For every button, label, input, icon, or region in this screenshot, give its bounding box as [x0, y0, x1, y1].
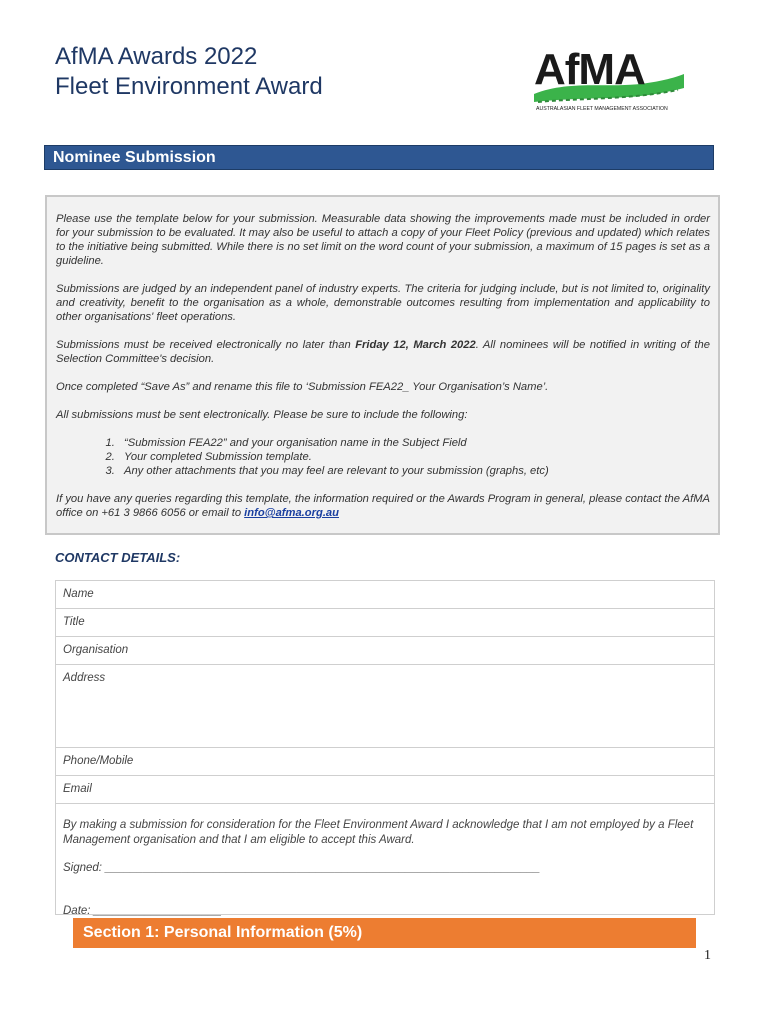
instructions-box [45, 195, 720, 535]
logo-tagline: AUSTRALASIAN FLEET MANAGEMENT ASSOCIATION [536, 106, 668, 112]
date-line[interactable]: Date: ____________________ [63, 905, 222, 917]
instructions-paragraph: Submissions are judged by an independent panel of industry experts. The criteria for judging include, but is not limited to, originality and creativity, benefit to the organisation as a whole, demonstrable outcomes resulting from implementation and applicability to other organisations' fleet operations. [56, 283, 710, 323]
logo-wordmark: AfMA [534, 45, 645, 94]
acknowledgement-text: By making a submission for consideration for the Fleet Environment Award I acknowledge that I am not employed by a Fleet Management organisation and that I am eligible to accept this Award. [63, 819, 694, 846]
organisation-field[interactable]: Organisation [56, 637, 714, 665]
requirements-list [56, 436, 710, 478]
phone-field[interactable]: Phone/Mobile [56, 748, 714, 776]
address-field[interactable]: Address [56, 665, 714, 748]
instructions-paragraph: Please use the template below for your submission. Measurable data showing the improvements made must be included in order for your submission to be evaluated. It may also be useful to attach a copy of your Fleet Policy (previous and updated) which relates to the initiative being submitted. While there is no set limit on the word count of your submission, a maximum of 15 pages is set as a guideline. [56, 213, 710, 267]
name-field[interactable]: Name [56, 581, 714, 609]
email-field[interactable]: Email [56, 776, 714, 804]
document-title [55, 42, 323, 102]
list-item: 2. Your completed Submission template. [118, 450, 710, 464]
acknowledgement-section [56, 804, 714, 919]
queries-paragraph: If you have any queries regarding this template, the information required or the Awards Program in general, please contact the AfMA office on +61 3 9866 6056 or email to info@afma.org.au [56, 493, 710, 519]
list-item: 3. Any other attachments that you may feel are relevant to your submission (graphs, etc) [118, 464, 710, 478]
afma-logo [528, 28, 688, 112]
page-number: 1 [704, 948, 711, 963]
deadline-paragraph: Submissions must be received electronically no later than Friday 12, March 2022. All nominees will be notified in writing of the Selection Committee's decision. [56, 339, 710, 365]
contact-details-table [55, 580, 715, 915]
list-item: 1. “Submission FEA22” and your organisation name in the Subject Field [118, 436, 710, 450]
deadline-date: Friday 12, March 2022 [355, 339, 476, 351]
contact-details-heading: CONTACT DETAILS: [55, 550, 181, 565]
nominee-submission-header: Nominee Submission [44, 145, 714, 170]
instructions-paragraph: All submissions must be sent electronically. Please be sure to include the following: [56, 409, 468, 421]
title-line-2: Fleet Environment Award [55, 73, 323, 100]
section-1-header: Section 1: Personal Information (5%) [73, 918, 696, 948]
email-link[interactable]: info@afma.org.au [244, 507, 339, 519]
instructions-paragraph: Once completed “Save As” and rename this file to ‘Submission FEA22_ Your Organisation’s Name’. [56, 381, 549, 393]
signature-line[interactable]: Signed: ____________________________________________________________________ [63, 862, 541, 874]
title-field[interactable]: Title [56, 609, 714, 637]
title-line-1: AfMA Awards 2022 [55, 43, 258, 70]
